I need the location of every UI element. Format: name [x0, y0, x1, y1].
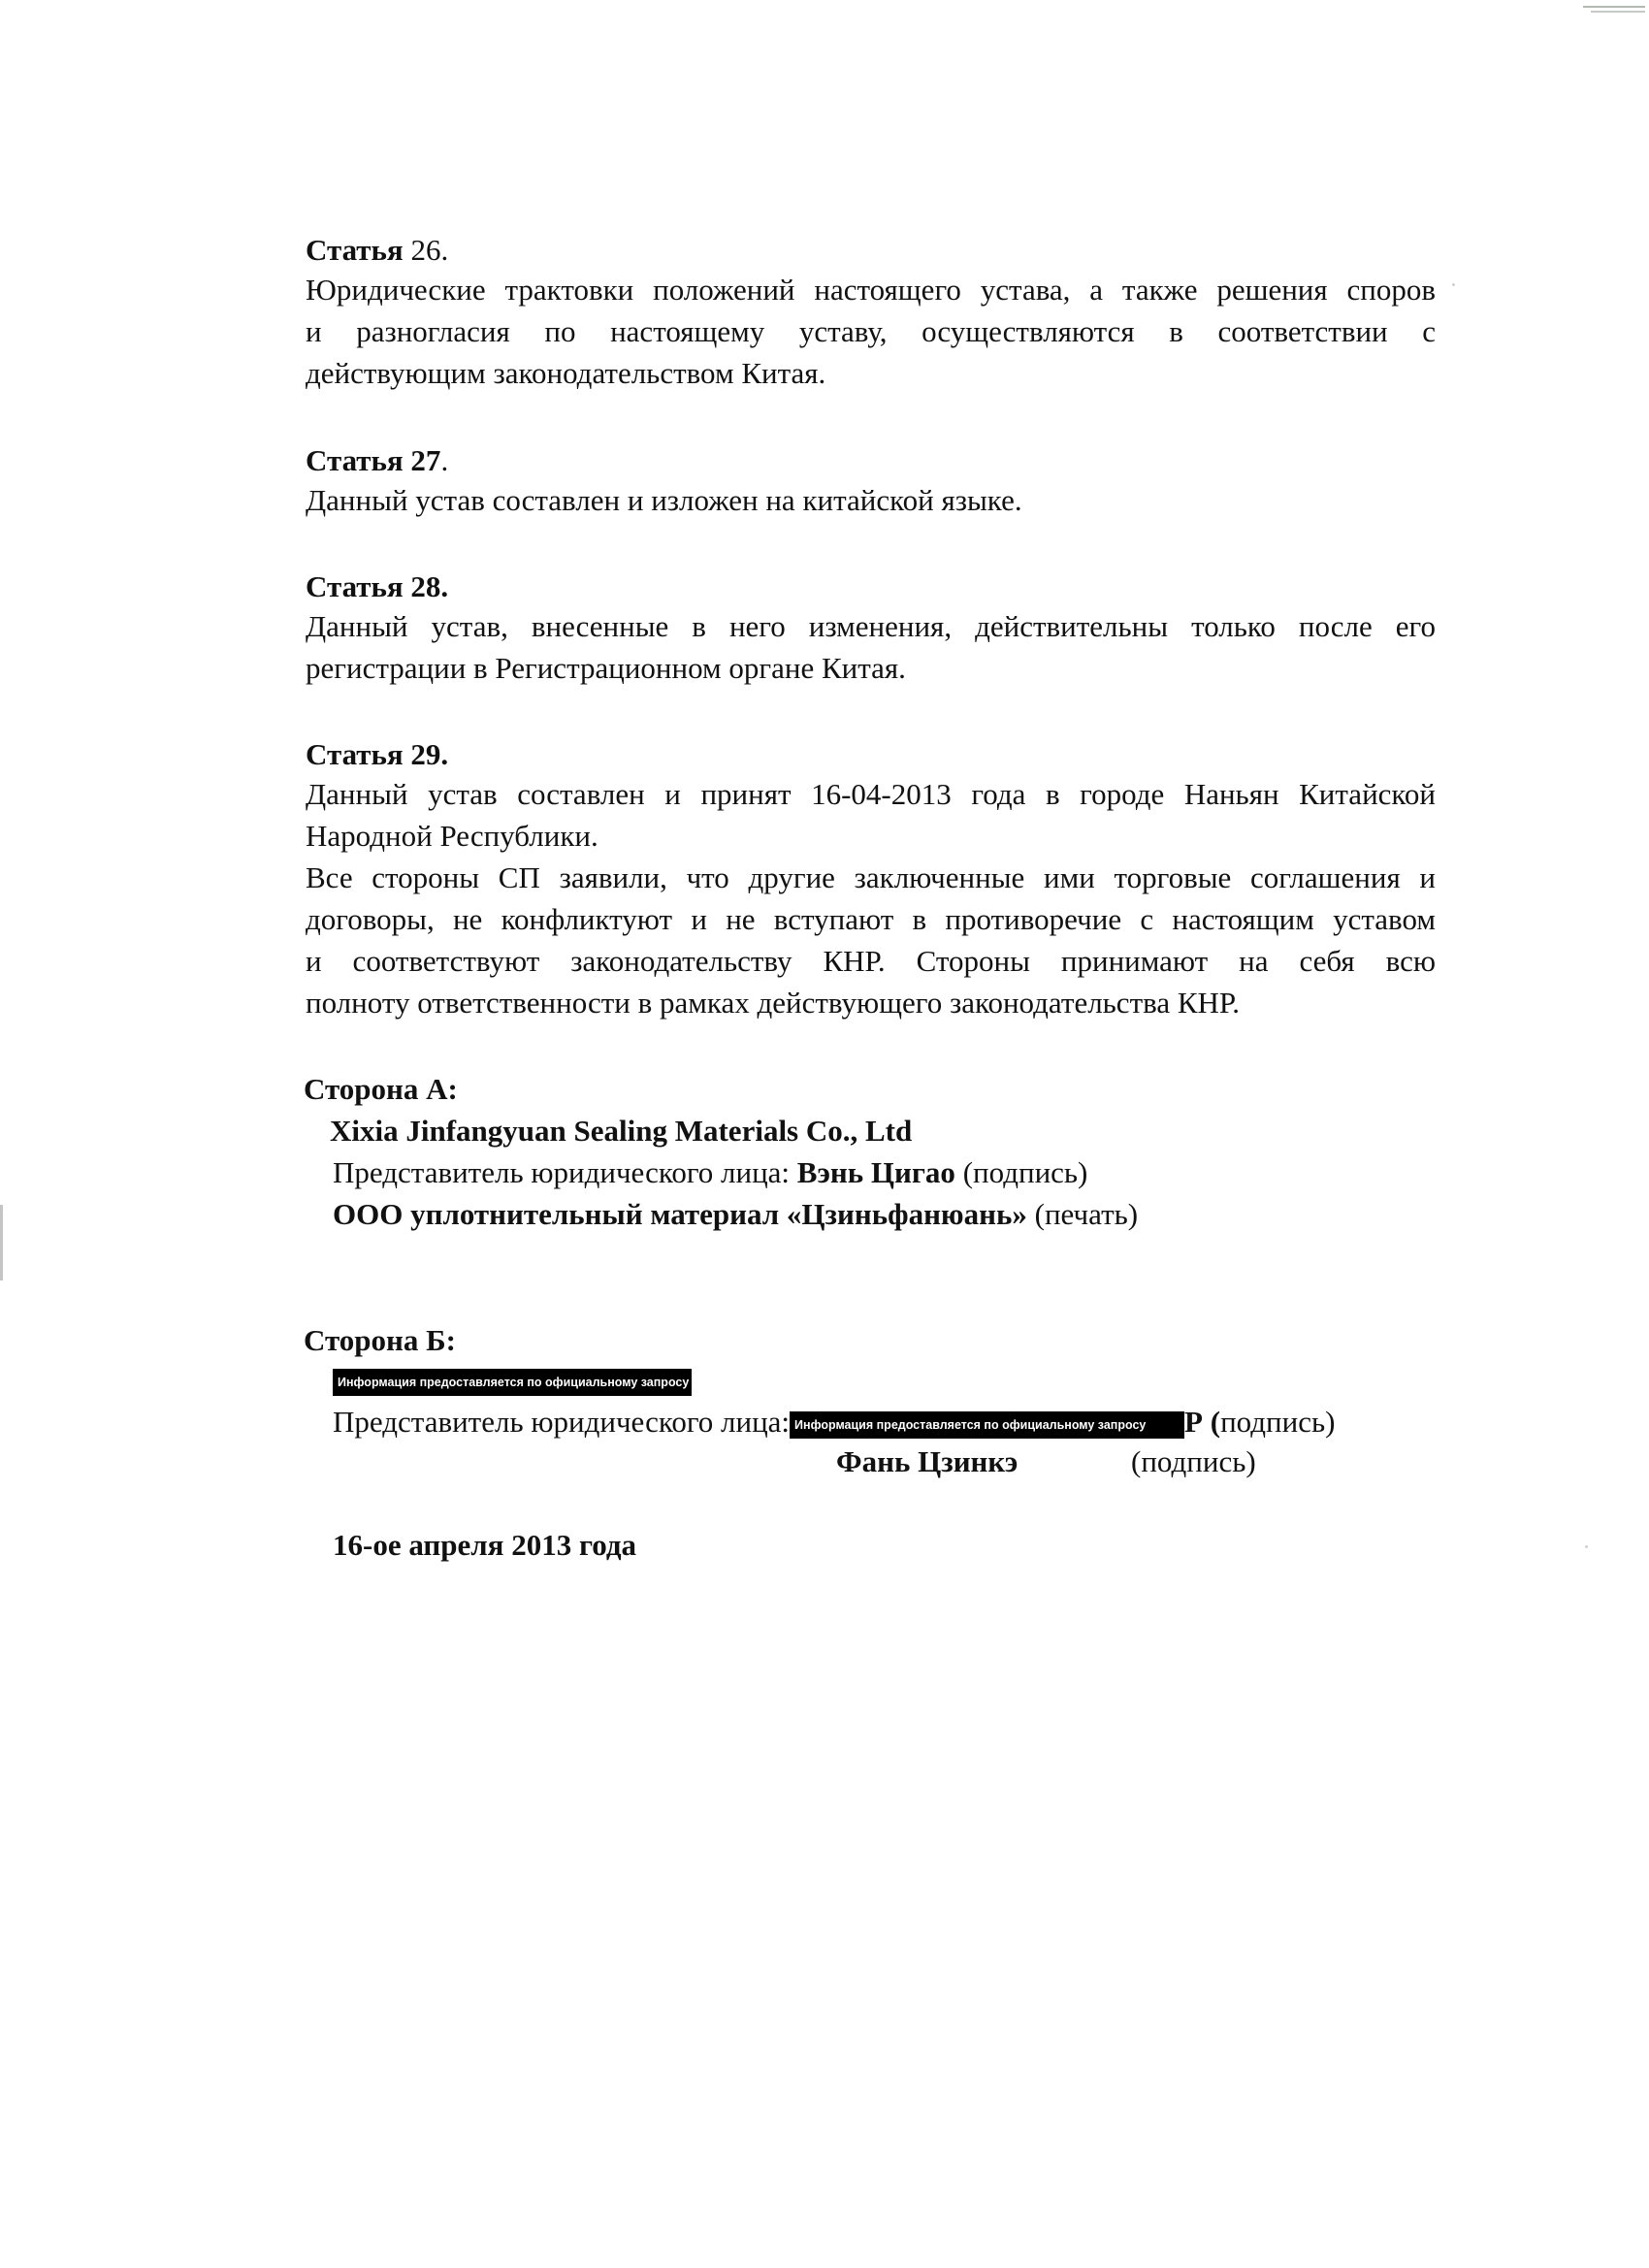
rep-tail: Р (	[1184, 1405, 1221, 1439]
document-date: 16-ое апреля 2013 года	[333, 1528, 637, 1562]
heading-word: Статья	[306, 233, 404, 267]
article-text-line: Юридические трактовки положений настоящего устава, а также решения споров	[306, 273, 1436, 307]
party-a-company-en: Xixia Jinfangyuan Sealing Materials Co., Ltd	[330, 1114, 913, 1148]
article-text-line: Народной Республики.	[306, 819, 598, 853]
party-b-company-redacted	[333, 1362, 692, 1397]
scan-artifact	[1591, 11, 1645, 13]
party-b-label: Сторона Б:	[304, 1323, 456, 1357]
article-text-line: договоры, не конфликтуют и не вступают в противоречие с настоящим уставом	[306, 902, 1436, 936]
article-text-line: и соответствуют законодательству КНР. Стороны принимают на себя всю	[306, 944, 1436, 978]
party-b-second-name: Фань Цзинкэ	[836, 1444, 1018, 1478]
heading-number: .	[440, 443, 449, 477]
redaction-box: Информация предоставляется по официальному запросу	[333, 1369, 692, 1396]
party-a-label: Сторона А:	[304, 1072, 458, 1106]
article-heading	[306, 233, 448, 268]
article-heading	[306, 443, 448, 478]
party-a-company-ru	[333, 1197, 1138, 1232]
article-text-line: Данный устав, внесенные в него изменения, действительны только после его	[306, 609, 1436, 643]
rep-prefix: Представитель юридического лица:	[333, 1405, 791, 1439]
article-text-line: действующим законодательством Китая.	[306, 356, 826, 390]
article-text-line: Все стороны СП заявили, что другие заключенные ими торговые соглашения и	[306, 860, 1436, 894]
company-ru-suffix: (печать)	[1026, 1197, 1139, 1231]
article-heading: Статья 28.	[306, 569, 449, 603]
scan-artifact	[0, 1205, 3, 1280]
rep-suffix: (подпись)	[954, 1155, 1088, 1189]
company-ru-name: ООО уплотнительный материал «Цзиньфанюань»	[333, 1197, 1027, 1231]
party-a-representative	[333, 1155, 1087, 1190]
scan-speck	[1585, 1545, 1588, 1548]
article-text-line: регистрации в Регистрационном органе Китая.	[306, 651, 906, 685]
rep-signature-note: подпись)	[1220, 1405, 1336, 1439]
article-text-line: и разногласия по настоящему уставу, осуществляются в соответствии с	[306, 314, 1436, 348]
party-b-representative	[333, 1405, 1335, 1440]
article-text-line: Данный устав составлен и изложен на китайской языке.	[306, 483, 1022, 517]
article-heading: Статья 29.	[306, 737, 449, 771]
heading-word: Статья 27	[306, 443, 441, 477]
scan-speck	[1452, 283, 1455, 286]
article-text-line: Данный устав составлен и принят 16-04-2013 года в городе Наньян Китайской	[306, 777, 1436, 811]
party-b-second-suffix: (подпись)	[1131, 1444, 1256, 1478]
rep-name: Вэнь Цигао	[796, 1155, 955, 1189]
rep-prefix: Представитель юридического лица:	[333, 1155, 797, 1189]
article-text-line: полноту ответственности в рамках действующего законодательства КНР.	[306, 986, 1241, 1020]
scan-artifact	[1583, 6, 1645, 8]
redaction-box: Информация предоставляется по официальному запросу	[790, 1411, 1184, 1439]
heading-number: 26.	[403, 233, 449, 267]
